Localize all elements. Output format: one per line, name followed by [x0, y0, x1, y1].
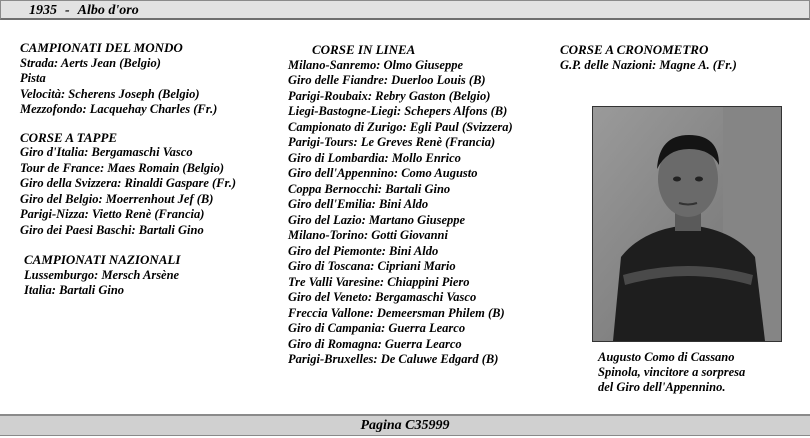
- footer-bar: [0, 414, 810, 436]
- list-item: Giro del Piemonte: Bini Aldo: [288, 243, 439, 258]
- list-item: Liegi-Bastogne-Liegi: Schepers Alfons (B): [288, 104, 508, 118]
- list-item: Giro delle Fiandre: Duerloo Louis (B): [288, 73, 486, 87]
- list-item: Lussemburgo: Mersch Arsène: [24, 267, 180, 282]
- list-item: Strada: Aerts Jean (Belgio): [20, 55, 161, 70]
- cyclist-photo: [592, 106, 782, 342]
- page-title: Albo d'oro: [77, 3, 139, 18]
- list-item: Giro dei Paesi Baschi: Bartali Gino: [20, 222, 204, 237]
- list-item: Milano-Sanremo: Olmo Giuseppe: [288, 57, 464, 72]
- page-label: Pagina C35999: [360, 418, 450, 433]
- list-item: Parigi-Tours: Le Greves Renè (Francia): [288, 135, 496, 149]
- list-item: Giro della Svizzera: Rinaldi Gaspare (Fr.): [20, 176, 236, 190]
- list-item: Giro di Toscana: Cipriani Mario: [288, 259, 456, 273]
- list-item: Giro dell'Appennino: Como Augusto: [288, 166, 478, 180]
- title-bar: [0, 0, 810, 20]
- list-item: Parigi-Roubaix: Rebry Gaston (Belgio): [288, 88, 491, 103]
- column-middle: [288, 42, 513, 368]
- list-item: Pista: [20, 71, 46, 85]
- list-item: Velocità: Scherens Joseph (Belgio): [20, 86, 200, 101]
- caption-line: Augusto Como di Cassano: [598, 350, 735, 364]
- section-heading-cronometro: CORSE A CRONOMETRO: [560, 42, 709, 57]
- list-item: Milano-Torino: Gotti Giovanni: [288, 228, 448, 242]
- list-item: Giro di Romagna: Guerra Learco: [288, 336, 462, 351]
- column-left: [20, 40, 236, 299]
- list-item: Italia: Bartali Gino: [24, 283, 125, 297]
- section-heading-mondo: CAMPIONATI DEL MONDO: [20, 40, 183, 55]
- list-item: Tour de France: Maes Romain (Belgio): [20, 160, 225, 175]
- caption-line: del Giro dell'Appennino.: [598, 380, 726, 394]
- list-item: Coppa Bernocchi: Bartali Gino: [288, 181, 451, 196]
- list-item: Giro di Lombardia: Mollo Enrico: [288, 150, 461, 165]
- section-heading-linea: CORSE IN LINEA: [312, 42, 416, 57]
- list-item: Parigi-Bruxelles: De Caluwe Edgard (B): [288, 352, 499, 366]
- separator: -: [65, 3, 70, 18]
- section-heading-nazionali: CAMPIONATI NAZIONALI: [24, 252, 181, 267]
- list-item: G.P. delle Nazioni: Magne A. (Fr.): [560, 57, 737, 72]
- list-item: Tre Valli Varesine: Chiappini Piero: [288, 274, 470, 289]
- list-item: Giro di Campania: Guerra Learco: [288, 321, 466, 335]
- list-item: Giro del Belgio: Moerrenhout Jef (B): [20, 191, 214, 206]
- column-right: [560, 42, 737, 73]
- photo-caption: [598, 350, 745, 395]
- section-heading-tappe: CORSE A TAPPE: [20, 129, 118, 145]
- caption-line: Spinola, vincitore a sorpresa: [598, 365, 746, 379]
- list-item: Freccia Vallone: Demeersman Philem (B): [288, 305, 505, 320]
- list-item: Giro d'Italia: Bergamaschi Vasco: [20, 145, 193, 159]
- list-item: Giro del Veneto: Bergamaschi Vasco: [288, 290, 477, 304]
- list-item: Mezzofondo: Lacquehay Charles (Fr.): [20, 102, 218, 116]
- year: 1935: [29, 3, 57, 18]
- list-item: Giro dell'Emilia: Bini Aldo: [288, 197, 429, 211]
- list-item: Campionato di Zurigo: Egli Paul (Svizzera): [288, 119, 513, 134]
- list-item: Parigi-Nizza: Vietto Renè (Francia): [20, 207, 205, 221]
- list-item: Giro del Lazio: Martano Giuseppe: [288, 212, 466, 227]
